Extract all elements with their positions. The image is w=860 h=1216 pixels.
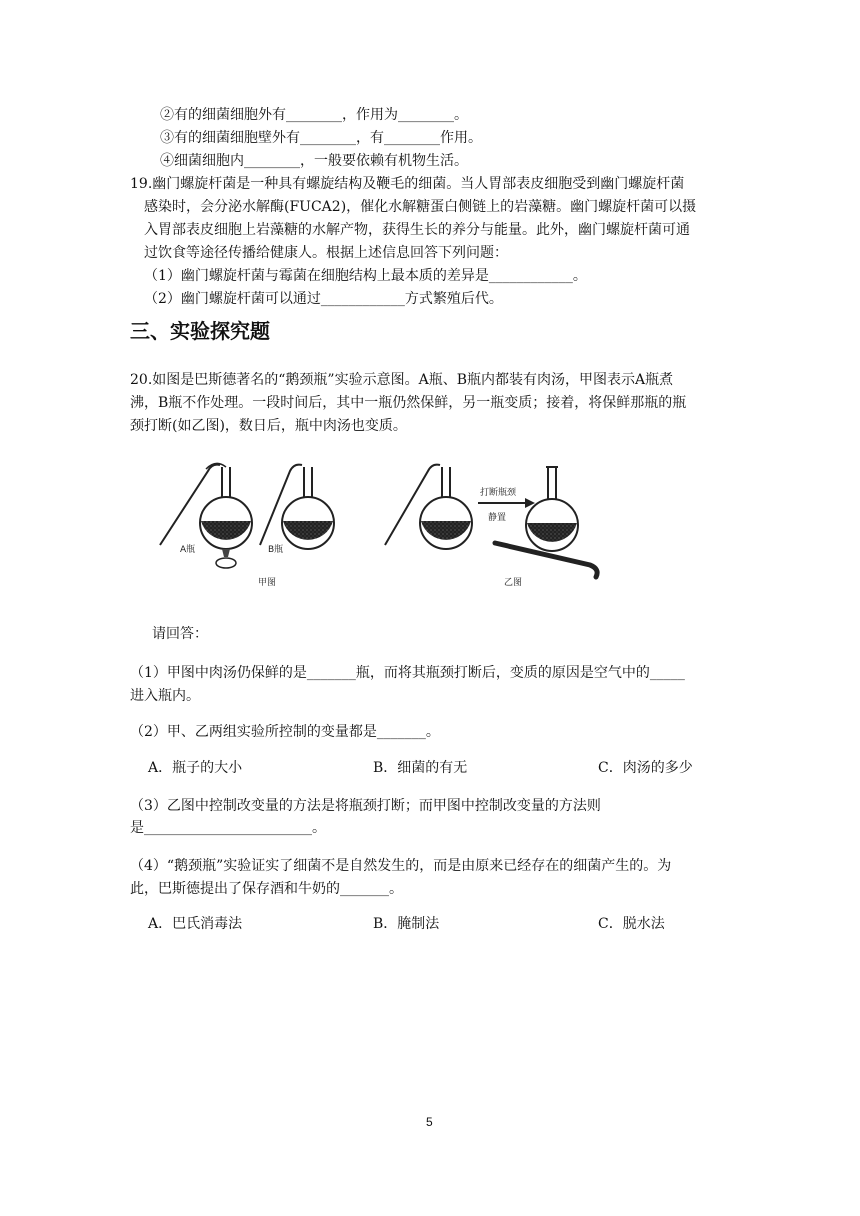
swan-neck-flask-figure <box>150 445 610 595</box>
q19-sub-1: （1）幽门螺旋杆菌与霉菌在细胞结构上最本质的差异是____________。 <box>144 268 587 284</box>
label-flask-a: A瓶 <box>180 545 196 555</box>
q19-line-3: 入胃部表皮细胞上岩藻糖的水解产物，获得生长的养分与能量。此外，幽门螺旋杆菌可通 <box>144 222 690 238</box>
flask-c <box>385 465 472 549</box>
q20-sub3-line-1: （3）乙图中控制改变量的方法是将瓶颈打断；而甲图中控制改变量的方法则 <box>130 798 601 814</box>
arrow-label-bottom: 静置 <box>488 513 507 523</box>
q20-sub4-option-b: B．腌制法 <box>373 916 440 932</box>
arrow-label-top: 打断瓶颈 <box>480 488 517 498</box>
q20-sub2-option-c: C．肉汤的多少 <box>598 760 693 776</box>
q20-sub2: （2）甲、乙两组实验所控制的变量都是_______。 <box>130 724 440 740</box>
flask-d <box>526 467 578 551</box>
q18-line-3: ③有的细菌细胞壁外有________，有________作用。 <box>160 130 482 146</box>
flask-a <box>160 463 252 568</box>
page-number: 5 <box>426 1115 433 1129</box>
q18-line-4: ④细菌细胞内________，一般要依赖有机物生活。 <box>160 153 468 169</box>
q19-line-2: 感染时，会分泌水解酶(FUCA2)，催化水解糖蛋白侧链上的岩藻糖。幽门螺旋杆菌可以摄 <box>144 199 697 215</box>
q19-line-1: 19.幽门螺旋杆菌是一种具有螺旋结构及鞭毛的细菌。当人胃部表皮细胞受到幽门螺旋杆菌 <box>130 176 685 192</box>
q20-sub2-option-a: A．瓶子的大小 <box>148 760 243 776</box>
q20-sub4-option-c: C．脱水法 <box>598 916 665 932</box>
q20-sub4-option-a: A．巴氏消毒法 <box>148 916 243 932</box>
q20-prompt: 请回答： <box>152 626 208 642</box>
label-yi: 乙图 <box>504 578 523 588</box>
section-heading: 三、实验探究题 <box>130 319 270 343</box>
flask-b <box>260 465 334 549</box>
q20-sub1-line-1: （1）甲图中肉汤仍保鲜的是_______瓶，而将其瓶颈打断后，变质的原因是空气中的_____ <box>130 665 685 681</box>
q20-sub1-line-2: 进入瓶内。 <box>130 688 200 704</box>
q20-sub4-line-1: （4）“鹅颈瓶”实验证实了细菌不是自然发生的，而是由原来已经存在的细菌产生的。为 <box>130 858 672 874</box>
label-jia: 甲图 <box>258 578 277 588</box>
q20-sub2-option-b: B．细菌的有无 <box>373 760 468 776</box>
q20-line-1: 20.如图是巴斯德著名的“鹅颈瓶”实验示意图。A瓶、B瓶内都装有肉汤，甲图表示A瓶煮 <box>130 372 674 388</box>
q19-sub-2: （2）幽门螺旋杆菌可以通过____________方式繁殖后代。 <box>144 291 503 307</box>
q20-sub4-line-2: 此，巴斯德提出了保存酒和牛奶的_______。 <box>130 881 403 897</box>
q19-line-4: 过饮食等途径传播给健康人。根据上述信息回答下列问题： <box>144 245 508 261</box>
q20-sub3-line-2: 是________________________。 <box>130 820 326 836</box>
label-flask-b: B瓶 <box>268 545 284 555</box>
q18-line-2: ②有的细菌细胞外有________，作用为________。 <box>160 107 468 123</box>
q20-line-3: 颈打断(如乙图)，数日后，瓶中肉汤也变质。 <box>130 418 407 434</box>
q20-line-2: 沸，B瓶不作处理。一段时间后，其中一瓶仍然保鲜，另一瓶变质；接着，将保鲜那瓶的瓶 <box>130 395 687 411</box>
